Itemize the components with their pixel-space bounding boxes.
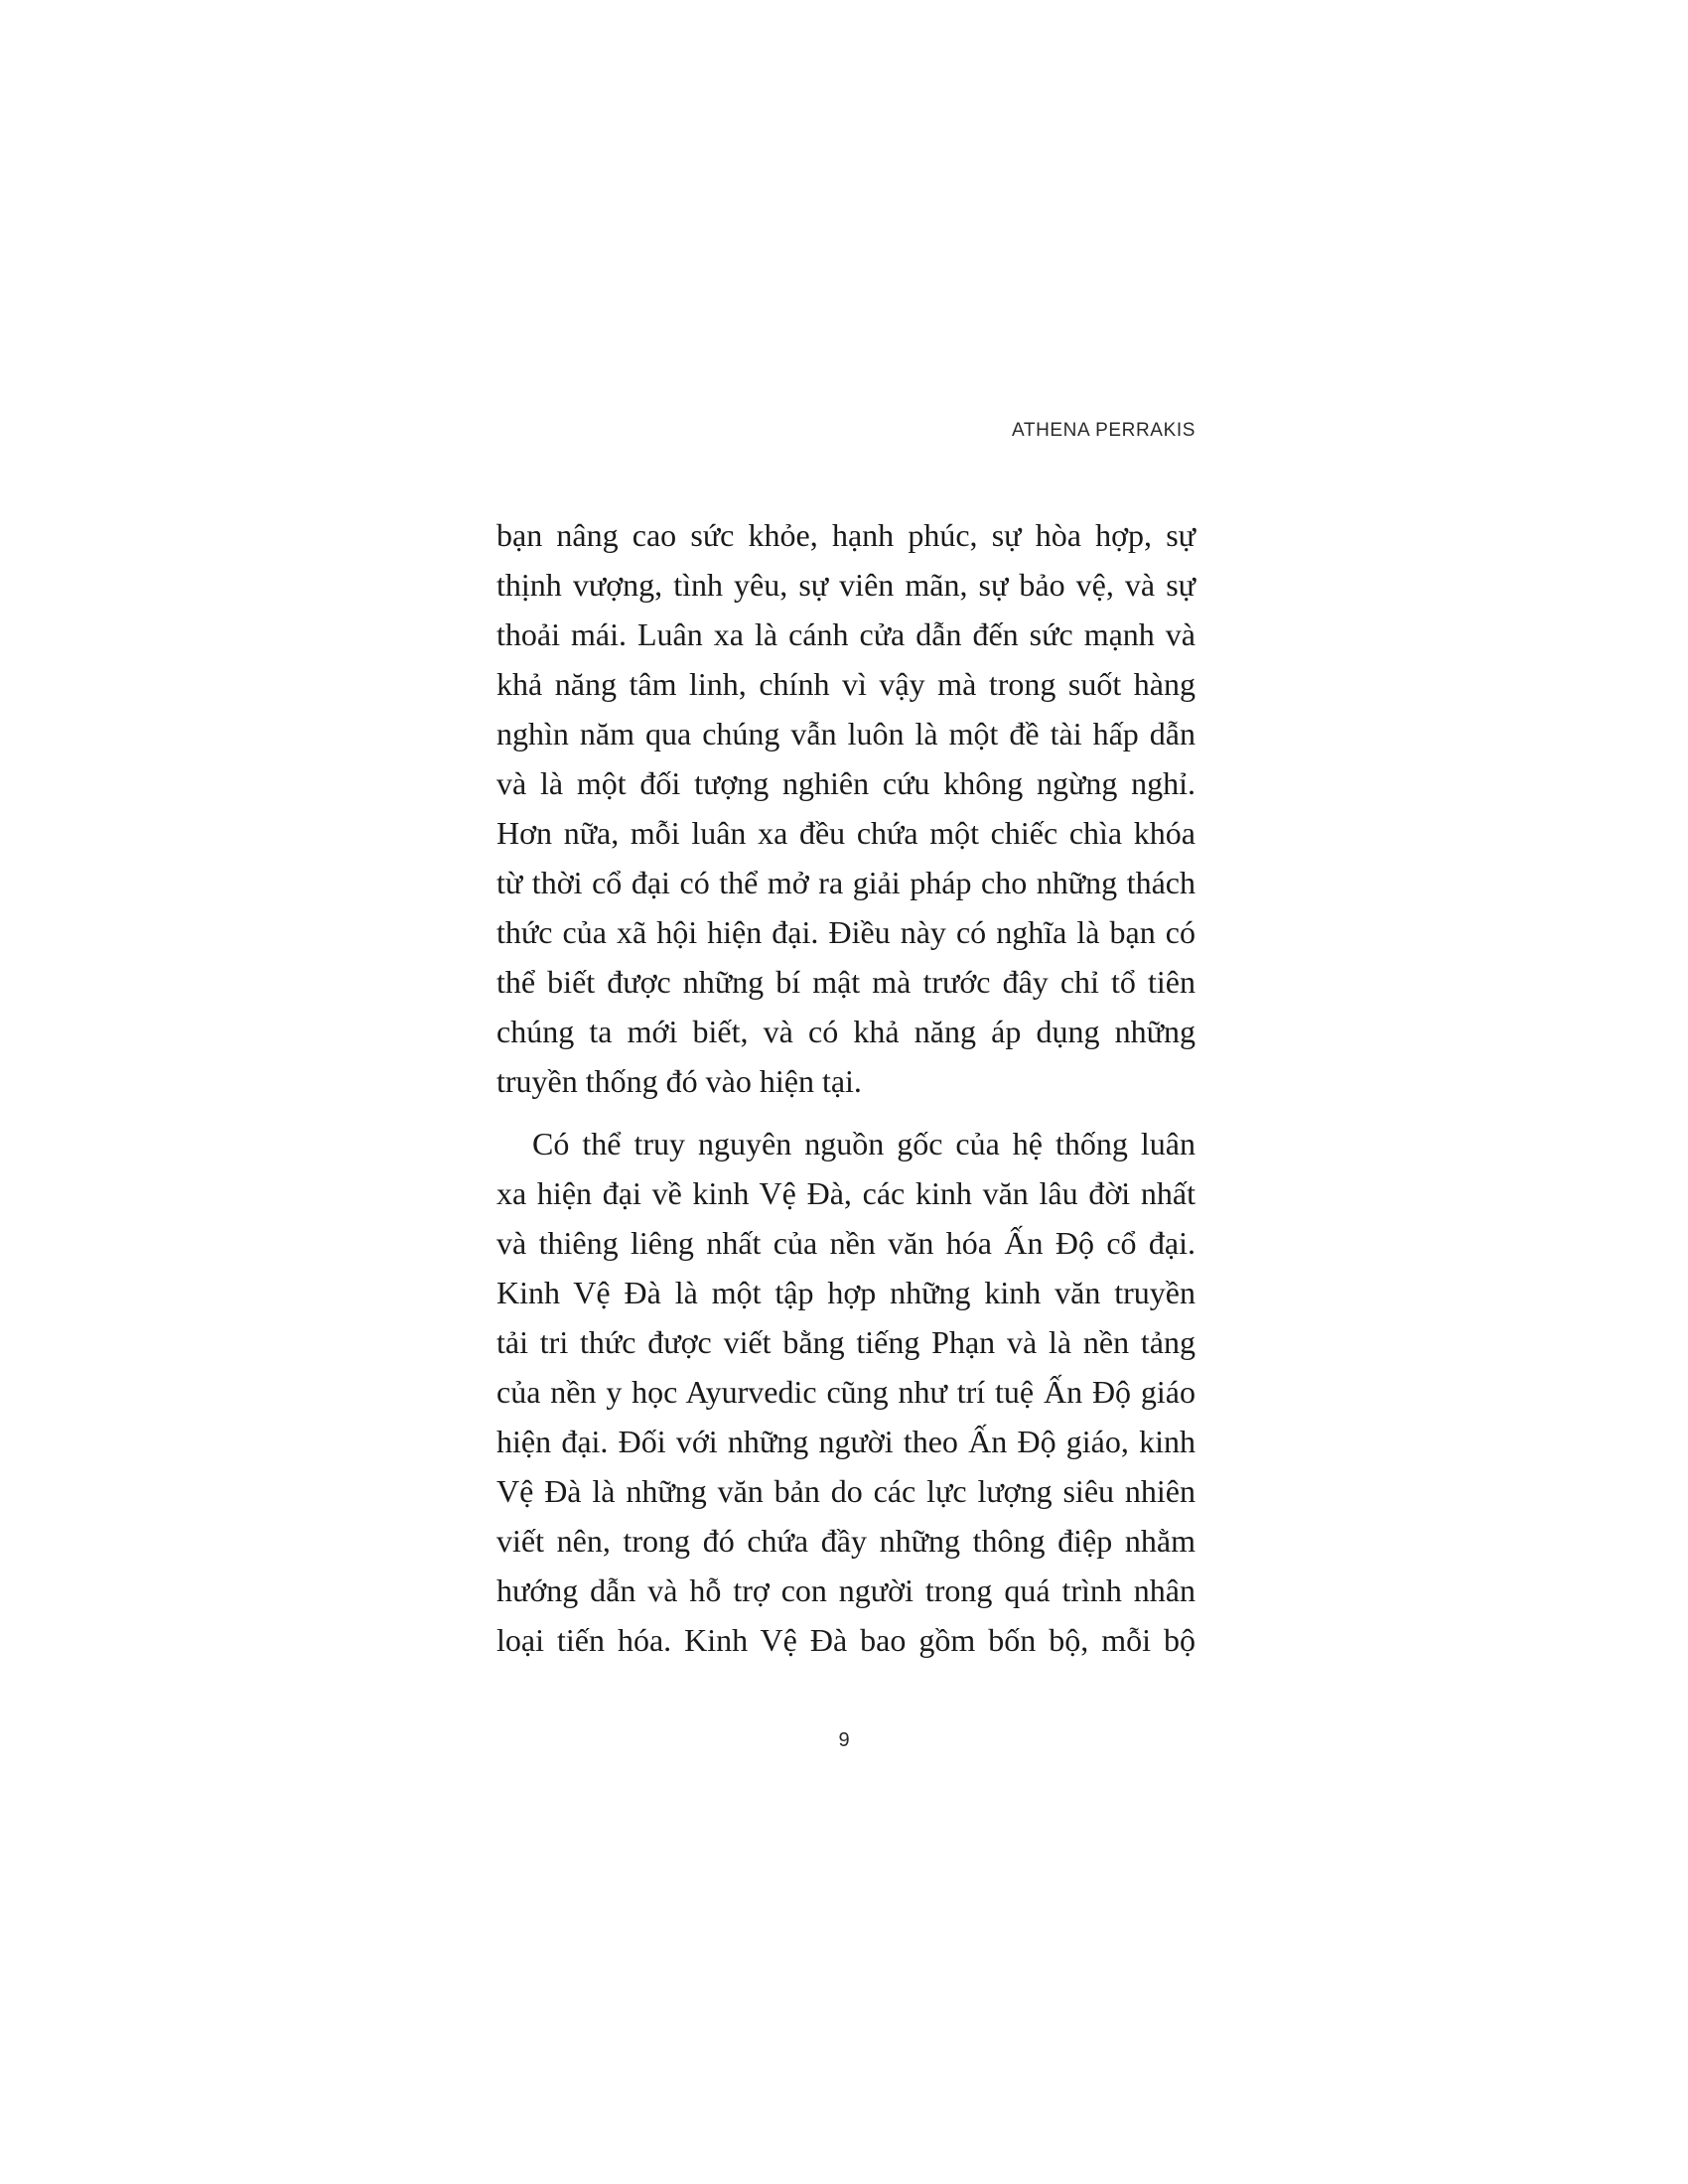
text-line: hướng dẫn và hỗ trợ con người trong quá trình nhân [496,1572,1196,1608]
text-line: truyền thống đó vào hiện tại. [496,1063,862,1099]
paragraph-1 [496,510,1196,1106]
text-line: thoải mái. Luân xa là cánh cửa dẫn đến sức mạnh và [496,616,1196,652]
text-line: nghìn năm qua chúng vẫn luôn là một đề tài hấp dẫn [496,716,1196,751]
text-line: tải tri thức được viết bằng tiếng Phạn và là nền tảng [496,1324,1196,1360]
text-line: Hơn nữa, mỗi luân xa đều chứa một chiếc chìa khóa [496,815,1196,851]
paragraph-2 [496,1119,1196,1665]
text-line: chúng ta mới biết, và có khả năng áp dụng những [496,1014,1196,1049]
text-line: và thiêng liêng nhất của nền văn hóa Ấn Độ cổ đại. [496,1225,1196,1261]
text-line: thể biết được những bí mật mà trước đây chỉ tổ tiên [496,964,1196,1000]
text-line: Kinh Vệ Đà là một tập hợp những kinh văn truyền [496,1275,1196,1310]
text-line: Có thể truy nguyên nguồn gốc của hệ thống luân [532,1126,1196,1161]
text-line-indented [496,1119,1196,1168]
text-line: viết nên, trong đó chứa đầy những thông điệp nhằm [496,1523,1196,1559]
text-line: hiện đại. Đối với những người theo Ấn Độ giáo, kinh [496,1424,1196,1459]
text-line: từ thời cổ đại có thể mở ra giải pháp cho những thách [496,865,1196,900]
page-number: 9 [838,1729,850,1751]
text-line: loại tiến hóa. Kinh Vệ Đà bao gồm bốn bộ, mỗi bộ [496,1622,1196,1658]
text-line: Vệ Đà là những văn bản do các lực lượng siêu nhiên [496,1473,1196,1509]
text-line: bạn nâng cao sức khỏe, hạnh phúc, sự hòa hợp, sự [496,517,1196,553]
text-line: khả năng tâm linh, chính vì vậy mà trong suốt hàng [496,666,1196,702]
text-line: xa hiện đại về kinh Vệ Đà, các kinh văn lâu đời nhất [496,1175,1196,1211]
running-head-author: ATHENA PERRAKIS [1012,420,1196,441]
text-line: thức của xã hội hiện đại. Điều này có nghĩa là bạn có [496,914,1196,950]
text-line: và là một đối tượng nghiên cứu không ngừng nghỉ. [496,765,1196,801]
text-line: của nền y học Ayurvedic cũng như trí tuệ Ấn Độ giáo [496,1374,1196,1410]
body-text [496,510,1196,1665]
text-line: thịnh vượng, tình yêu, sự viên mãn, sự bảo vệ, và sự [496,567,1196,603]
paragraph-gap [496,1106,1196,1119]
